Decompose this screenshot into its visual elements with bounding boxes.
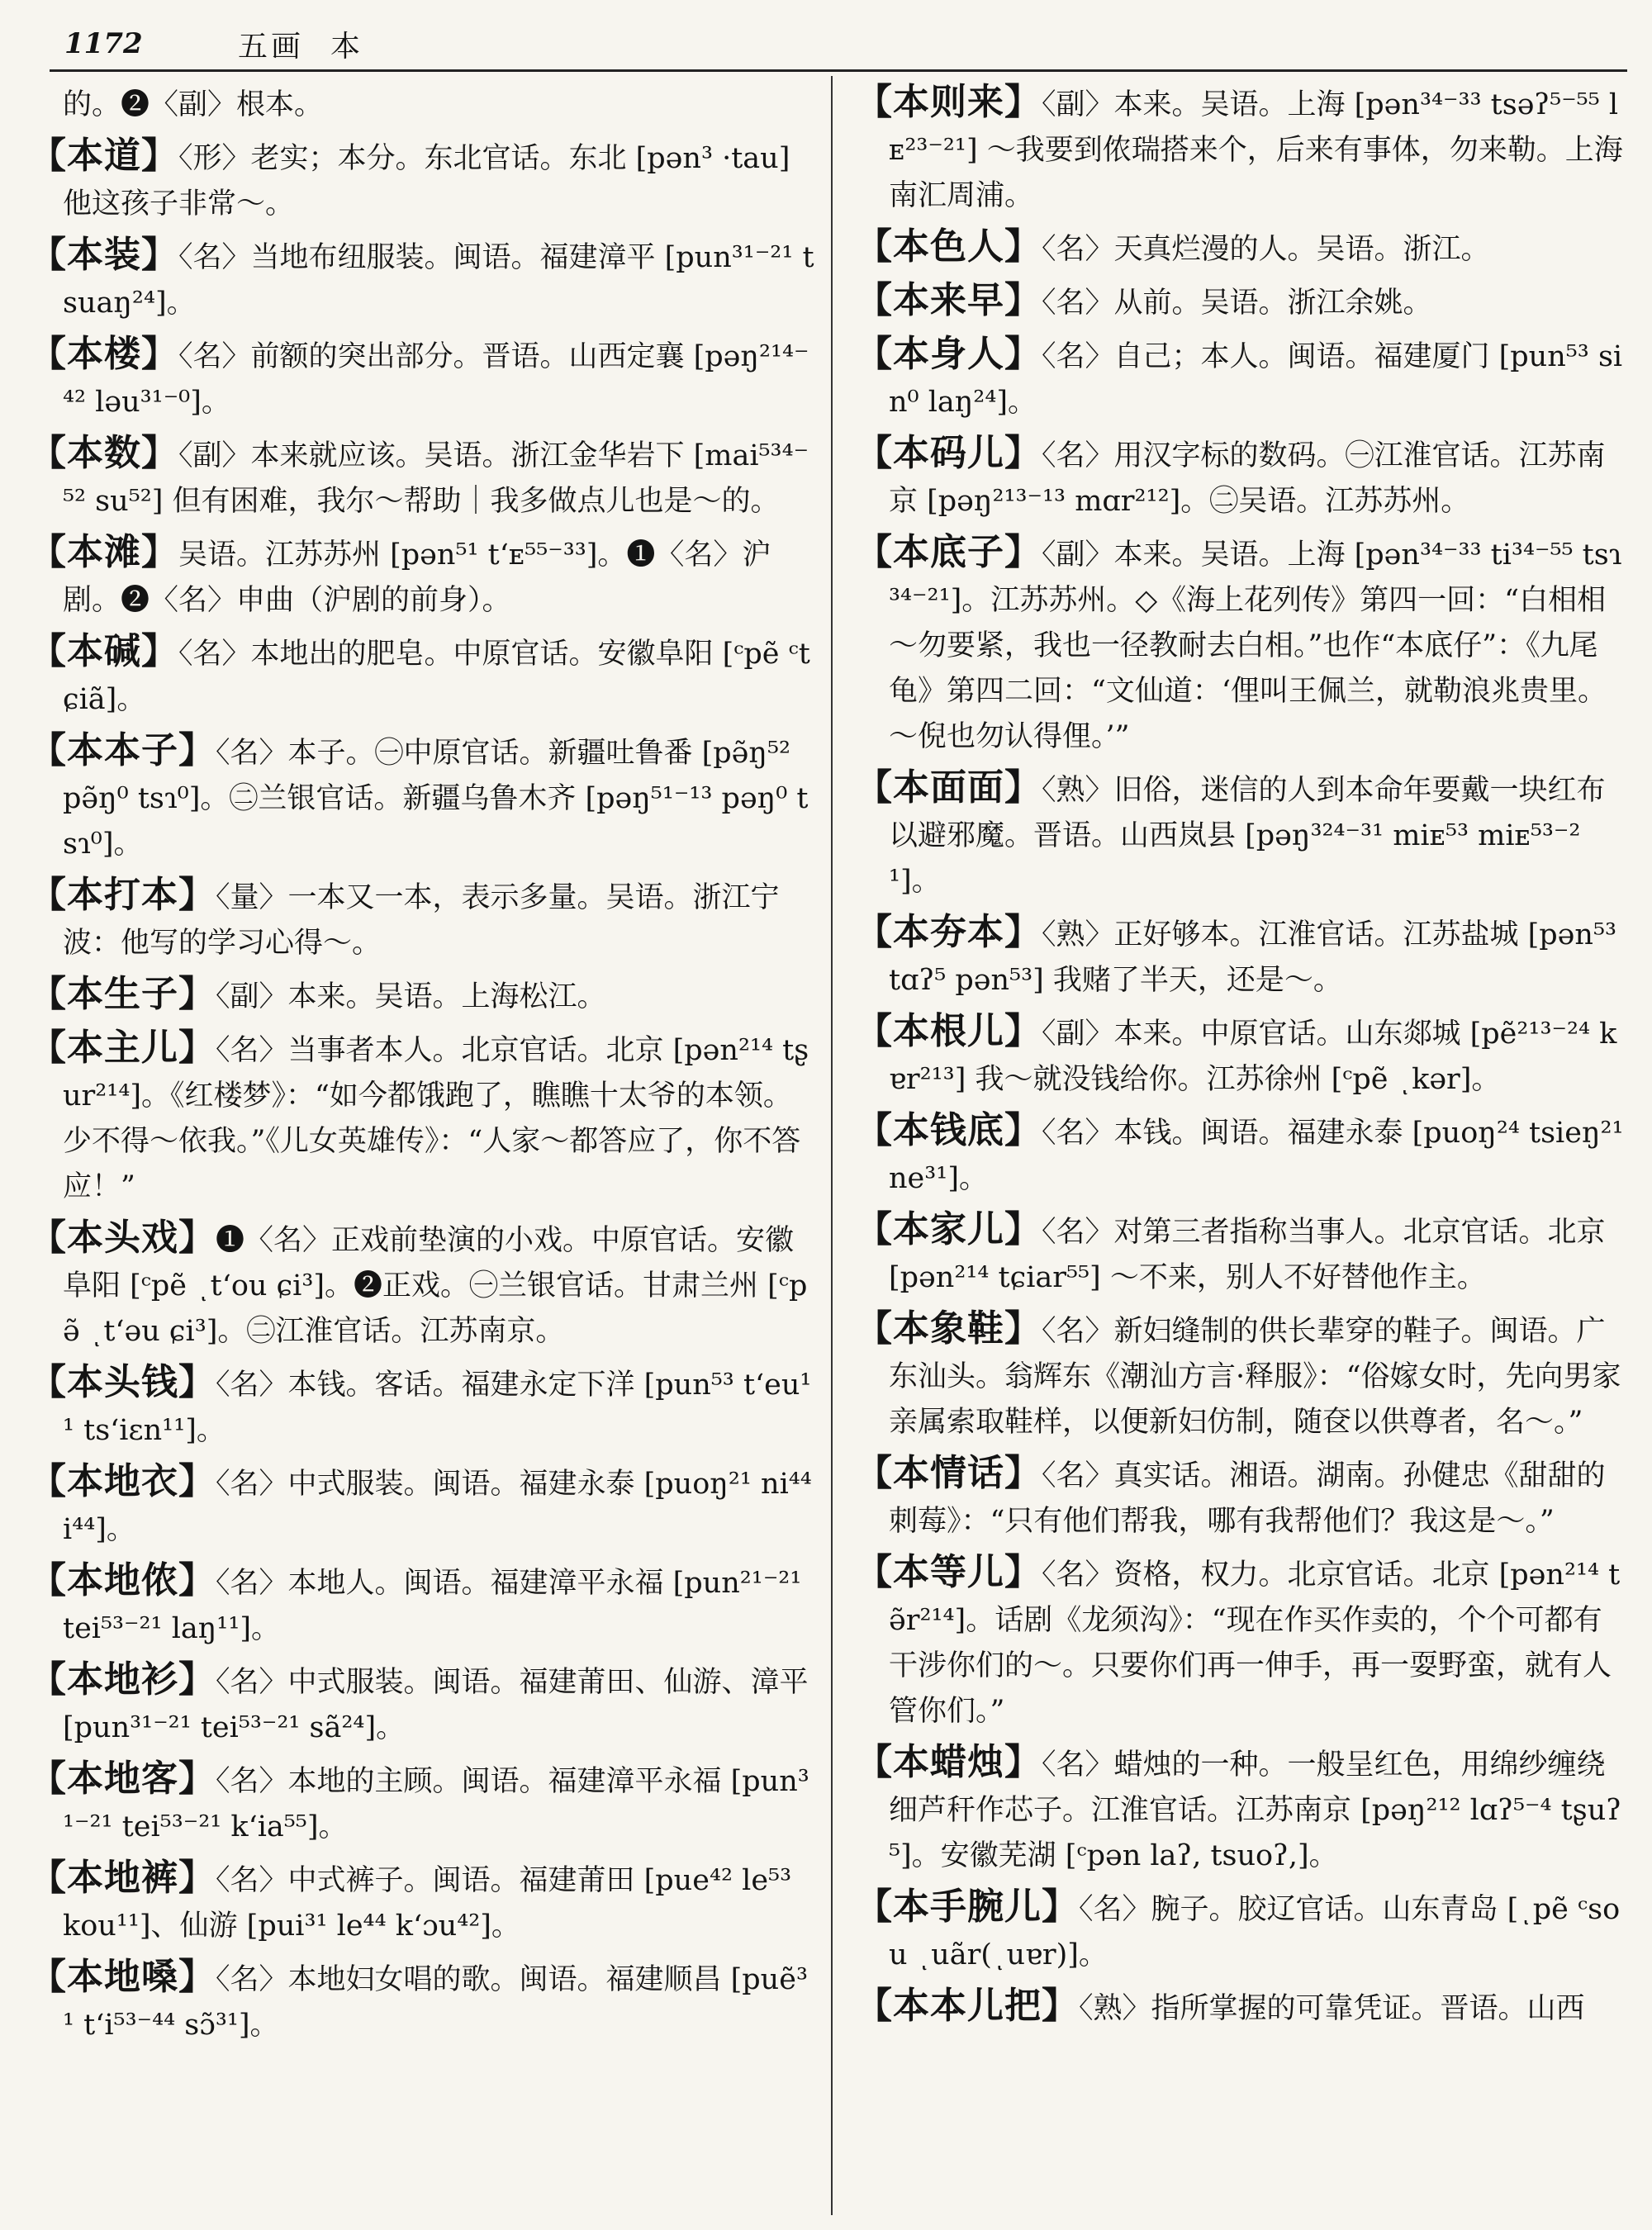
entry-text: 〈名〉自己；本人。闽语。福建厦门 [pun⁵³ sin⁰ laŋ²⁴]。 (889, 340, 1623, 419)
entry-text: 〈副〉本来。吴语。上海 [pən³⁴⁻³³ ti³⁴⁻⁵⁵ tsɿ³⁴⁻²¹]。江苏苏州。◇《海上花列传》第四一回：“白相相～勿要紧，我也一径教耐去白相。”也作“本底仔”：《九尾龟》第四二回：“文仙道：‘俚叫王佩兰，就勒浪兆贵里。～倪也勿认得俚。’” (889, 539, 1622, 753)
page-header (64, 18, 1617, 69)
entry-text: 〈副〉本来就应该。吴语。浙江金华岩下 [mai⁵³⁴⁻⁵² su⁵²] 但有困难，我尔～帮助｜我多做点儿也是～的。 (63, 439, 809, 518)
entry-text: 〈名〉天真烂漫的人。吴语。浙江。 (1042, 233, 1490, 266)
right-column (856, 79, 1628, 2218)
entry-text: 〈名〉本地人。闽语。福建漳平永福 [pun²¹⁻²¹ tei⁵³⁻²¹ laŋ¹¹]。 (63, 1567, 802, 1645)
entry (856, 1739, 1628, 1879)
entry-text: 〈名〉新妇缝制的供长辈穿的鞋子。闽语。广东汕头。翁辉东《潮汕方言·释服》：“俗嫁女时，先向男家亲属索取鞋样，以便新妇仿制，随奁以供尊者，名～。” (889, 1315, 1621, 1439)
left-column (30, 79, 814, 2218)
column-divider (831, 76, 833, 2215)
entry-text: 〈名〉当事者本人。北京官话。北京 [pən²¹⁴ tʂur²¹⁴]。《红楼梦》：“如今都饿跑了，瞧瞧十太爷的本领。少不得～依我。”《儿女英雄传》：“人家～都答应了，你不答应！” (63, 1034, 809, 1203)
entry (856, 1306, 1628, 1445)
entry (30, 79, 814, 128)
entry-text: 〈名〉用汉字标的数码。㊀江淮官话。江苏南京 [pəŋ²¹³⁻¹³ mɑr²¹²]。㊁吴语。江苏苏州。 (889, 439, 1606, 518)
entry-text: 〈名〉当地布纽服装。闽语。福建漳平 [pun³¹⁻²¹ tsuaŋ²⁴]。 (63, 241, 814, 320)
entry (30, 529, 814, 624)
entry (30, 1215, 814, 1355)
entry-headword: 【本等儿】 (856, 1551, 1042, 1593)
entry-text: 〈量〉一本又一本，表示多量。吴语。浙江宁波：他写的学习心得～。 (63, 881, 780, 960)
entry-text: 〈名〉本地妇女唱的歌。闽语。福建顺昌 [puẽ³¹ tʻi⁵³⁻⁴⁴ sɔ̃³¹]。 (63, 1963, 808, 2042)
entry (30, 430, 814, 524)
entry-text: 〈名〉本钱。闽语。福建永泰 [puoŋ²⁴ tsieŋ²¹ ne³¹]。 (889, 1117, 1624, 1195)
entry-headword: 【本夯本】 (856, 911, 1042, 953)
entry-text: 〈名〉前额的突出部分。晋语。山西定襄 [pəŋ²¹⁴⁻⁴² ləu³¹⁻⁰]。 (63, 340, 809, 419)
entry-headword: 【本地裤】 (30, 1857, 216, 1899)
entry-headword: 【本生子】 (30, 973, 216, 1015)
entry-headword: 【本底子】 (856, 531, 1042, 573)
header-rule (50, 69, 1627, 72)
entry-text: 〈名〉从前。吴语。浙江余姚。 (1042, 287, 1432, 320)
entry-headword: 【本象鞋】 (856, 1307, 1042, 1350)
entry-text: 〈名〉资格，权力。北京官话。北京 [pən²¹⁴ tə̃r²¹⁴]。话剧《龙须沟》：“现在作买作卖的，个个可都有干涉你们的～。只要你们再一伸手，再一耍野蛮，就有人管你们。” (889, 1559, 1621, 1728)
entry-headword: 【本头戏】 (30, 1217, 216, 1259)
entry (30, 1855, 814, 1949)
entry (856, 1450, 1628, 1544)
entry-text: ❶〈名〉正戏前垫演的小戏。中原官话。安徽阜阳 [ᶜpẽ ͺtʻou ɕi³]。❷正戏。㊀兰银官话。甘肃兰州 [ᶜpə̃ ͺtʻəu ɕi³]。㊁江淮官话。江苏南京。 (63, 1224, 808, 1348)
entry (30, 872, 814, 966)
entry (856, 1549, 1628, 1734)
entry-text: 〈名〉中式裤子。闽语。福建莆田 [pue⁴² le⁵³ kou¹¹]、仙游 [pui³¹ le⁴⁴ kʻɔu⁴²]。 (63, 1864, 792, 1943)
entry-text: 〈名〉对第三者指称当事人。北京官话。北京 [pən²¹⁴ tɕiar⁵⁵] ～不来，别人不好替他作主。 (889, 1216, 1606, 1294)
entry-text: 〈副〉本来。吴语。上海 [pən³⁴⁻³³ tsəʔ⁵⁻⁵⁵ lᴇ²³⁻²¹] ～我要到侬瑞搭来个，后来有事体，勿来勒。上海南汇周浦。 (889, 88, 1623, 212)
entry-text: 〈名〉本地出的肥皂。中原官话。安徽阜阳 [ᶜpẽ ᶜtɕiã]。 (63, 638, 810, 716)
entry (30, 971, 814, 1020)
entry-headword: 【本数】 (30, 432, 178, 474)
entry (30, 629, 814, 723)
entry-headword: 【本地衣】 (30, 1460, 216, 1502)
entry-headword: 【本地嗓】 (30, 1956, 216, 1998)
entry-text: 〈名〉中式服装。闽语。福建莆田、仙游、漳平 [pun³¹⁻²¹ tei⁵³⁻²¹ sã²⁴]。 (63, 1666, 809, 1744)
entry (856, 1008, 1628, 1103)
entry (30, 1558, 814, 1652)
entry-headword: 【本身人】 (856, 333, 1042, 375)
entry-headword: 【本家儿】 (856, 1208, 1042, 1250)
entry (30, 1657, 814, 1751)
entry-text: 〈副〉本来。吴语。上海松江。 (216, 980, 606, 1013)
entry (856, 909, 1628, 1004)
entry-headword: 【本装】 (30, 234, 178, 276)
entry (856, 278, 1628, 326)
entry (856, 430, 1628, 524)
entry (856, 1884, 1628, 1978)
entry-text: 吴语。江苏苏州 [pən⁵¹ tʻᴇ⁵⁵⁻³³]。❶〈名〉沪剧。❷〈名〉申曲（沪剧的前身）。 (63, 539, 771, 617)
entry-text: 〈副〉本来。中原官话。山东郯城 [pẽ²¹³⁻²⁴ kɐr²¹³] 我～就没钱给你。江苏徐州 [ᶜpẽ ͺkər]。 (889, 1018, 1617, 1096)
entry-headword: 【本地侬】 (30, 1559, 216, 1601)
entry-headword: 【本钱底】 (856, 1109, 1042, 1151)
entry-headword: 【本地衫】 (30, 1658, 216, 1701)
entry (30, 1025, 814, 1210)
entry-headword: 【本情话】 (856, 1452, 1042, 1494)
entry (30, 728, 814, 867)
entry (856, 331, 1628, 425)
entry-headword: 【本蜡烛】 (856, 1741, 1042, 1783)
entry-headword: 【本色人】 (856, 225, 1042, 268)
page-number: 1172 (64, 27, 143, 60)
entry-headword: 【本滩】 (30, 531, 178, 573)
entry-headword: 【本道】 (30, 135, 178, 177)
entry (856, 765, 1628, 904)
entry (30, 1756, 814, 1850)
entry-text: 〈名〉真实话。湘语。湖南。孙健忠《甜甜的刺莓》：“只有他们帮我，哪有我帮他们？我这是～。” (889, 1459, 1606, 1538)
entry (856, 79, 1628, 219)
head-character: 本 (330, 29, 361, 64)
entry-text: 〈熟〉指所掌握的可靠凭证。晋语。山西 (1079, 1992, 1585, 2025)
entry-headword: 【本地客】 (30, 1758, 216, 1800)
entry (856, 1983, 1628, 2032)
entry-text: 〈名〉本子。㊀中原官话。新疆吐鲁番 [pə̃ŋ⁵² pə̃ŋ⁰ tsɿ⁰]。㊁兰银官话。新疆乌鲁木齐 [pəŋ⁵¹⁻¹³ pəŋ⁰ tsɿ⁰]。 (63, 737, 809, 861)
entry-headword: 【本来早】 (856, 279, 1042, 321)
entry-text: 〈形〉老实；本分。东北官话。东北 [pən³ ·tau] 他这孩子非常～。 (63, 142, 790, 221)
entry (30, 1459, 814, 1553)
entry-headword: 【本手腕儿】 (856, 1886, 1079, 1928)
entry (856, 1207, 1628, 1301)
entry (856, 224, 1628, 273)
entry-headword: 【本本儿把】 (856, 1985, 1079, 2027)
entry (30, 133, 814, 227)
stroke-count-label: 五画 (238, 29, 305, 64)
entry-headword: 【本本子】 (30, 729, 216, 771)
entry-headword: 【本打本】 (30, 874, 216, 916)
entry-headword: 【本主儿】 (30, 1027, 216, 1069)
entry-headword: 【本面面】 (856, 766, 1042, 809)
entry (30, 232, 814, 326)
entry (30, 1954, 814, 2048)
entry-text: 〈名〉中式服装。闽语。福建永泰 [puoŋ²¹ ni⁴⁴ i⁴⁴]。 (63, 1468, 812, 1546)
entry-headword: 【本则来】 (856, 81, 1042, 123)
entry-text: 〈熟〉旧俗，迷信的人到本命年要戴一块红布以避邪魔。晋语。山西岚县 [pəŋ³²⁴⁻³¹ miᴇ⁵³ miᴇ⁵³⁻²¹]。 (889, 774, 1606, 898)
entry-headword: 【本根儿】 (856, 1010, 1042, 1052)
entry-text: 的。❷〈副〉根本。 (63, 88, 324, 121)
entry-text: 〈名〉腕子。胶辽官话。山东青岛 [ͺpẽ ᶜsou ͺuãr(ͺuɐr)]。 (889, 1893, 1621, 1971)
entry-headword: 【本头钱】 (30, 1361, 216, 1403)
entry-headword: 【本碱】 (30, 630, 178, 672)
entry-text: 〈名〉蜡烛的一种。一般呈红色，用绵纱缠绕细芦秆作芯子。江淮官话。江苏南京 [pəŋ²¹² lɑʔ⁵⁻⁴ tʂuʔ⁵]。安徽芜湖 [ᶜpən laʔ, tsuoʔ,]。 (889, 1748, 1622, 1872)
entry-text: 〈名〉本钱。客话。福建永定下洋 [pun⁵³ tʻeu¹¹ tsʻiɛn¹¹]。 (63, 1369, 812, 1447)
entry-text: 〈熟〉正好够本。江淮官话。江苏盐城 [pən⁵³ tɑʔ⁵ pən⁵³] 我赌了半天，还是～。 (889, 918, 1617, 997)
entry-headword: 【本码儿】 (856, 432, 1042, 474)
entry (856, 529, 1628, 760)
entry (856, 1108, 1628, 1202)
entry-headword: 【本楼】 (30, 333, 178, 375)
entry-text: 〈名〉本地的主顾。闽语。福建漳平永福 [pun³¹⁻²¹ tei⁵³⁻²¹ kʻia⁵⁵]。 (63, 1765, 809, 1843)
entry (30, 331, 814, 425)
entry (30, 1359, 814, 1454)
